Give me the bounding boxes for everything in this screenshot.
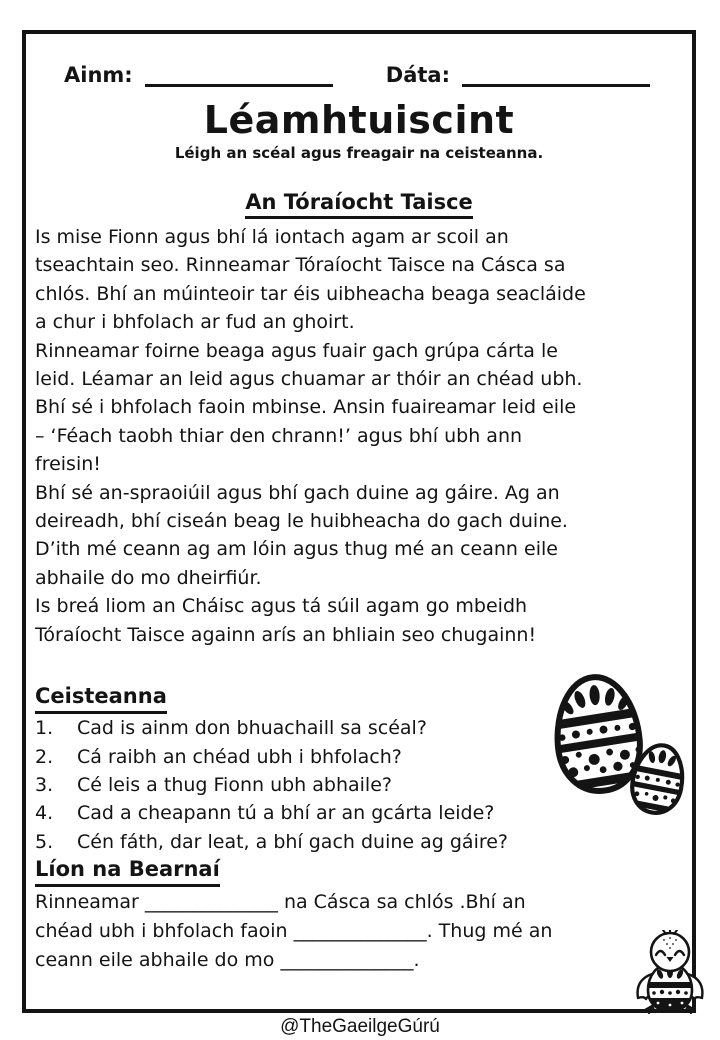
story-line: – ‘Féach taobh thiar den chrann!’ agus bhí ubh ann	[35, 424, 523, 447]
story-line: Rinneamar foirne beaga agus fuair gach grúpa cárta le	[35, 339, 558, 362]
worksheet-page	[22, 30, 696, 1013]
question-text: Cad is ainm don bhuachaill sa scéal?	[77, 717, 427, 740]
story-line: Bhí sé an-spraoiúil agus bhí gach duine ag gáire. Ag an	[35, 481, 560, 504]
story-line: deireadh, bhí ciseán beag le huibheacha do gach duine.	[35, 510, 568, 533]
date-blank-line	[462, 60, 650, 87]
story-line: leid. Léamar an leid agus chuamar ar thóir an chéad ubh.	[35, 368, 583, 391]
page-subtitle: Léigh an scéal agus freagair na ceisteanna.	[174, 144, 544, 162]
question-number: 4.	[35, 802, 54, 825]
fill-line: chéad ubh i bhfolach faoin ______________. Thug mé an	[35, 920, 553, 943]
fill-line: ceann eile abhaile do mo ______________.	[35, 949, 420, 972]
story-text	[35, 223, 692, 649]
story-heading-text: An Tóraíocht Taisce	[245, 189, 473, 219]
story-heading	[26, 189, 692, 219]
fill-line: Rinneamar ______________ na Cásca sa chlós .Bhí an	[35, 891, 526, 914]
story-line: D’ith mé ceann ag am lóin agus thug mé an ceann eile	[35, 538, 558, 561]
question-text: Cad a cheapann tú a bhí ar an gcárta leide?	[77, 802, 495, 825]
question-number: 1.	[35, 717, 54, 740]
story-line: Is breá liom an Cháisc agus tá súil agam go mbeidh	[35, 595, 528, 618]
question-text: Cén fáth, dar leat, a bhí gach duine ag gáire?	[77, 830, 509, 853]
story-line: chlós. Bhí an múinteoir tar éis uibheacha beaga seacláide	[35, 282, 586, 305]
story-line: Is mise Fionn agus bhí lá iontach agam ar scoil an	[35, 226, 509, 248]
story-line: abhaile do mo dheirfiúr.	[35, 566, 262, 589]
footer-credit: @TheGaeilgeGúrú	[280, 1016, 440, 1037]
story-line: Tóraíocht Taisce againn arís an bhliain seo chugainn!	[35, 623, 537, 646]
question-number: 2.	[35, 745, 54, 768]
name-blank-line	[145, 60, 333, 87]
question-item	[35, 828, 692, 856]
story-line: Bhí sé i bhfolach faoin mbinse. Ansin fuaireamar leid eile	[35, 396, 577, 419]
date-label: Dáta:	[385, 63, 450, 87]
story-line: a chur i bhfolach ar fud an ghoirt.	[35, 311, 355, 334]
question-item	[35, 799, 692, 827]
question-text: Cé leis a thug Fionn ubh abhaile?	[77, 773, 392, 796]
story-line: tseachtain seo. Rinneamar Tóraíocht Taisce na Cásca sa	[35, 254, 566, 277]
name-label: Ainm:	[64, 63, 133, 87]
question-number: 3.	[35, 773, 54, 796]
story-line: freisin!	[35, 453, 101, 476]
fill-in-the-blanks	[35, 888, 692, 975]
fill-heading-text: Líon na Bearnaí	[35, 856, 220, 887]
easter-chick-icon	[630, 930, 710, 1014]
questions-heading-text: Ceisteanna	[35, 683, 167, 714]
name-date-row	[64, 60, 650, 87]
page-title: Léamhtuiscint	[203, 98, 515, 142]
question-text: Cá raibh an chéad ubh i bhfolach?	[77, 745, 402, 768]
question-number: 5.	[35, 830, 54, 853]
fill-heading	[35, 856, 692, 887]
